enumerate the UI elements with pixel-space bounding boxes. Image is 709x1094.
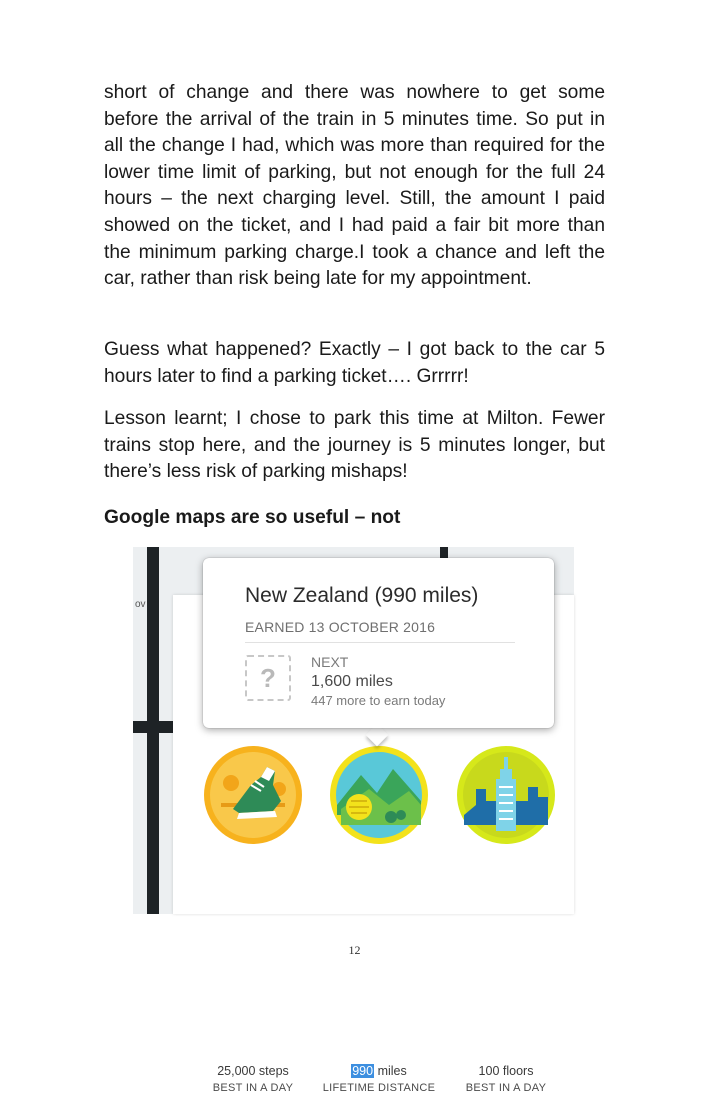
skyscraper-badge-icon	[456, 745, 556, 845]
paragraph-lesson-learnt: Lesson learnt; I chose to park this time at Milton. Fewer trains stop here, and the journey is 5 minutes longer, but there’s less risk of parking mishaps!	[104, 408, 605, 483]
map-label-fragment: ov	[135, 599, 146, 610]
popup-next-goal: 1,600 miles	[311, 673, 393, 690]
achievement-popup	[203, 558, 554, 728]
badge-distance-label: LIFETIME DISTANCE	[322, 1082, 436, 1094]
badge-steps[interactable]	[203, 745, 303, 1094]
section-heading: Google maps are so useful – not	[104, 507, 401, 528]
page-number: 12	[348, 943, 361, 957]
popup-title: New Zealand (990 miles)	[245, 584, 479, 607]
sneaker-badge-icon	[203, 745, 303, 845]
badge-steps-label: BEST IN A DAY	[212, 1082, 294, 1094]
badge-floors[interactable]	[456, 745, 556, 1094]
popup-divider	[245, 642, 515, 643]
badge-floors-value: 100 floors	[478, 1064, 534, 1078]
landscape-badge-icon	[329, 745, 429, 845]
paragraph-parking-change: short of change and there was nowhere to get some before the arrival of the train in 5 minutes time. So put in all the change I had, which was more than required for the lower time limit of parking, but not enough for the full 24 hours – the next charging level. Still, the amount I paid showed on the ticket, and I had paid a fair bit more than the minimum parking charge.I took a chance and left the car, rather than risk being late for my appointment.	[104, 82, 605, 290]
badge-floors-label: BEST IN A DAY	[465, 1082, 547, 1094]
popup-next-remaining: 447 more to earn today	[311, 693, 446, 708]
popup-earned-date: EARNED 13 OCTOBER 2016	[245, 619, 436, 635]
badge-distance-unit: miles	[374, 1064, 407, 1078]
next-badge-placeholder-icon: ?	[245, 655, 291, 701]
popup-next-label: NEXT	[311, 654, 349, 670]
selected-text-highlight: 990	[352, 1064, 374, 1078]
badge-steps-value: 25,000 steps	[217, 1064, 289, 1078]
paragraph-parking-ticket: Guess what happened? Exactly – I got back to the car 5 hours later to find a parking ticket…. Grrrrr!	[104, 339, 605, 387]
